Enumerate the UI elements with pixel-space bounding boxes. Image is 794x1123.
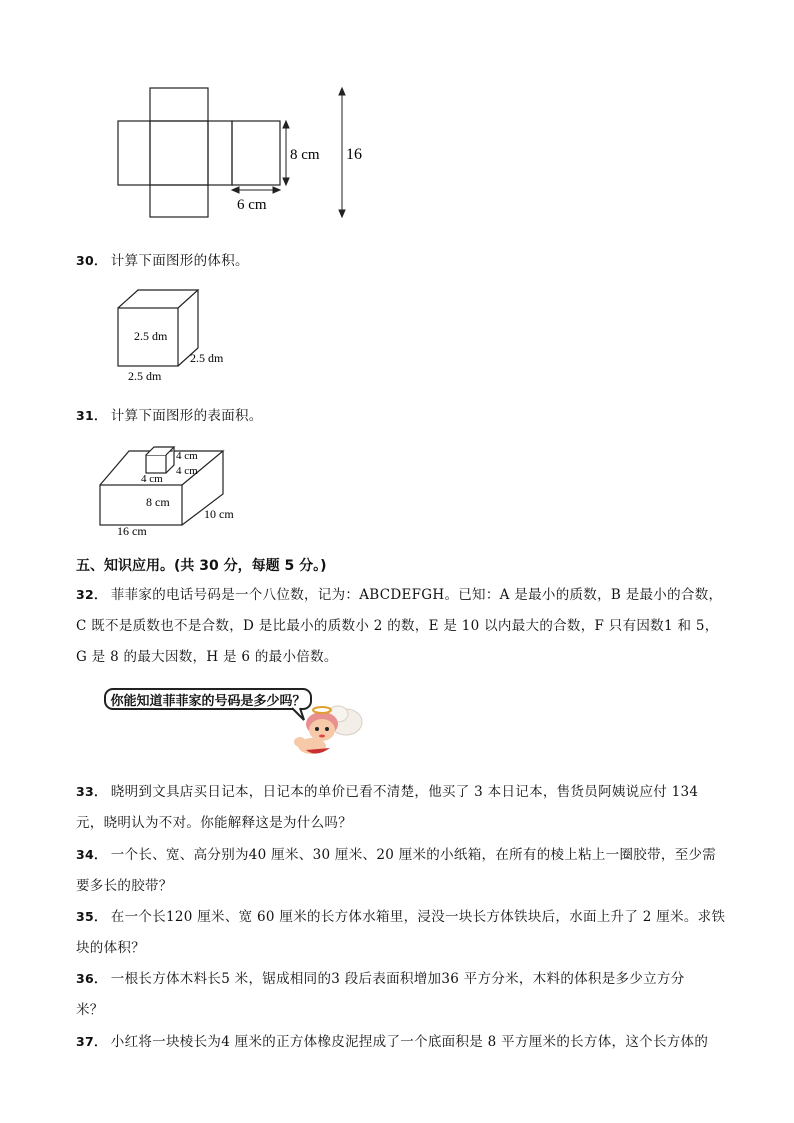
net-right-face: [208, 121, 232, 185]
question-34-line-2: 要多长的胶带？: [76, 878, 173, 894]
question-text: 计算下面图形的体积。: [110, 253, 249, 269]
question-36-line-2: 米？: [76, 1002, 104, 1018]
question-32-line-1: [76, 583, 722, 603]
net-back-face: [232, 121, 280, 185]
small-top-label: 4 cm: [176, 450, 198, 462]
box-net-figure: [100, 80, 390, 225]
big-box-front: [100, 485, 182, 525]
question-number: 36．: [76, 971, 107, 986]
net-height-label: 8 cm: [290, 147, 320, 163]
question-text: 在一个长120 厘米、宽 60 厘米的长方体水箱里，浸没一块长方体铁块后，水面上升了 2 厘米。求铁: [110, 909, 726, 925]
small-cube-top: [146, 447, 174, 455]
question-number: 30．: [76, 253, 107, 268]
cupid-illustration: [286, 700, 366, 760]
question-text: 一根长方体木料长5 米，锯成相同的3 段后表面积增加36 平方分米，木料的体积是多少立方分: [110, 971, 685, 987]
question-33-line-1: [76, 780, 698, 800]
box-length-label: 16 cm: [117, 524, 147, 538]
question-36-line-1: [76, 967, 685, 987]
question-35-line-1: [76, 905, 725, 925]
question-text: 晓明到文具店买日记本，日记本的单价已看不清楚，他买了 3 本日记本，售货员阿姨说应付 134: [110, 784, 699, 800]
cube-side-label: 2.5 dm: [190, 351, 224, 365]
question-37-line-1: [76, 1030, 708, 1050]
speech-bubble-text: 你能知道菲菲家的号码是多少吗？: [110, 693, 306, 709]
small-cube-front: [146, 455, 166, 473]
cube-figure: [110, 283, 250, 388]
question-text: 一个长、宽、高分别为40 厘米、30 厘米、20 厘米的小纸箱，在所有的棱上粘上一圈胶带，至少需: [110, 847, 717, 863]
box-height-label: 8 cm: [146, 495, 170, 509]
net-top-face: [150, 88, 208, 121]
question-32-line-3: G 是 8 的最大因数，H 是 6 的最小倍数。: [76, 649, 338, 665]
question-33-line-2: 元，晓明认为不对。你能解释这是为什么吗？: [76, 815, 352, 831]
question-number: 31．: [76, 408, 107, 423]
cube-bottom-label: 2.5 dm: [128, 369, 162, 383]
section-5-title: 五、知识应用。(共 30 分，每题 5 分。): [76, 558, 327, 574]
net-front-face: [150, 121, 208, 185]
question-number: 33．: [76, 784, 107, 799]
net-total-label: 16: [346, 146, 362, 163]
question-number: 37．: [76, 1034, 107, 1049]
box-depth-label: 10 cm: [204, 507, 234, 521]
question-32-line-2: C 既不是质数也不是合数，D 是比最小的质数小 2 的数，E 是 10 以内最大的合数，F 只有因数1 和 5，: [76, 618, 719, 634]
question-text: 小红将一块棱长为4 厘米的正方体橡皮泥捏成了一个底面积是 8 平方厘米的长方体，这个长方体的: [110, 1034, 709, 1050]
question-number: 32．: [76, 587, 107, 602]
composite-box-figure: [92, 438, 252, 540]
cube-front-label: 2.5 dm: [134, 329, 168, 343]
question-text: 菲菲家的电话号码是一个八位数，记为：ABCDEFGH。已知：A 是最小的质数，B 是最小的合数，: [110, 587, 723, 603]
question-text: 计算下面图形的表面积。: [110, 408, 263, 424]
question-35-line-2: 块的体积？: [76, 940, 145, 956]
question-number: 35．: [76, 909, 107, 924]
small-side-label: 4 cm: [176, 465, 198, 477]
question-34-line-1: [76, 843, 716, 863]
net-bottom-face: [150, 185, 208, 217]
speech-bubble: [104, 688, 312, 710]
question-31: [76, 404, 263, 424]
net-width-label: 6 cm: [237, 197, 267, 213]
cube-top-face: [118, 290, 198, 308]
net-left-face: [118, 121, 150, 185]
question-30: [76, 249, 249, 269]
question-number: 34．: [76, 847, 107, 862]
small-bottom-label: 4 cm: [141, 473, 163, 485]
